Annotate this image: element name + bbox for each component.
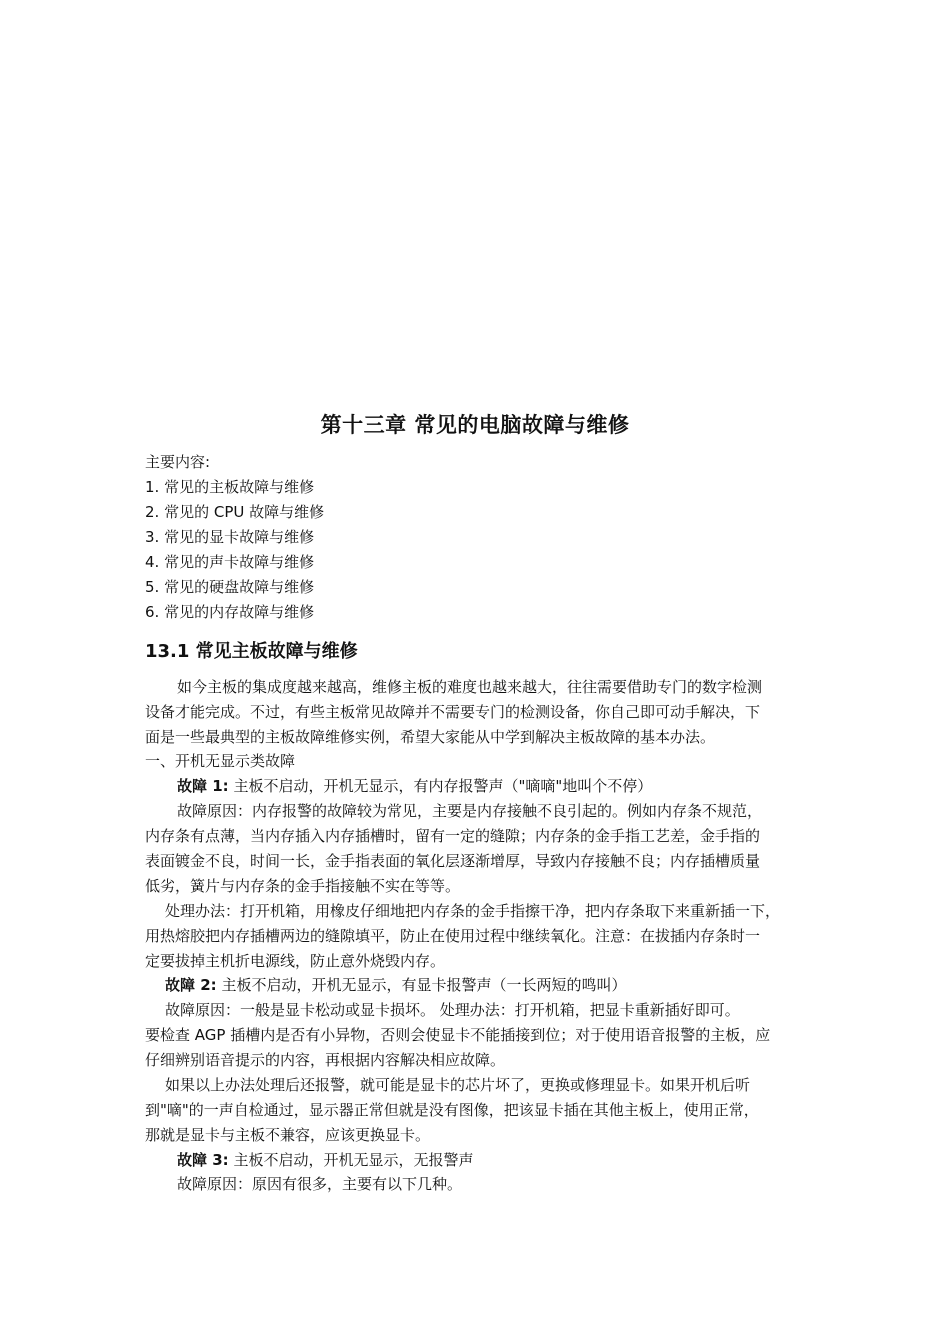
- fault-3-line: [177, 1150, 473, 1170]
- toc-item: 1. 常见的主板故障与维修: [145, 478, 315, 496]
- paragraph-line: 故障原因：一般是显卡松动或显卡损坏。 处理办法：打开机箱，把显卡重新插好即可。: [165, 1001, 740, 1019]
- fault-2-line: [165, 975, 626, 995]
- paragraph-line: 面是一些最典型的主板故障维修实例，希望大家能从中学到解决主板故障的基本办法。: [145, 728, 716, 746]
- toc-item: 4. 常见的声卡故障与维修: [145, 553, 315, 571]
- section-heading: 13.1 常见主板故障与维修: [145, 641, 358, 662]
- toc-item: 2. 常见的 CPU 故障与维修: [145, 503, 325, 521]
- paragraph-line: 到"嘀"的一声自检通过，显示器正常但就是没有图像，把该显卡插在其他主板上，使用正常，: [145, 1101, 759, 1119]
- paragraph-line: 如今主板的集成度越来越高，维修主板的难度也越来越大，往往需要借助专门的数字检测: [177, 678, 763, 696]
- paragraph-line: 故障原因：内存报警的故障较为常见，主要是内存接触不良引起的。例如内存条不规范，: [177, 802, 763, 820]
- paragraph-line: 那就是显卡与主板不兼容，应该更换显卡。: [145, 1126, 431, 1144]
- paragraph-line: 故障原因：原因有很多，主要有以下几种。: [177, 1175, 463, 1193]
- fault-3-label: 故障 3:: [177, 1151, 229, 1169]
- fault-1-line: [177, 776, 652, 796]
- paragraph-line: 处理办法：打开机箱，用橡皮仔细地把内存条的金手指擦干净，把内存条取下来重新插一下，: [165, 902, 781, 920]
- fault-3-text: 主板不启动，开机无显示，无报警声: [228, 1151, 474, 1169]
- paragraph-line: 设备才能完成。不过，有些主板常见故障并不需要专门的检测设备，你自己即可动手解决，下: [145, 703, 761, 721]
- fault-1-text: 主板不启动，开机无显示，有内存报警声（"嘀嘀"地叫个不停）: [228, 777, 653, 795]
- fault-2-text: 主板不启动，开机无显示，有显卡报警声（一长两短的鸣叫）: [216, 976, 627, 994]
- paragraph-line: 要检查 AGP 插槽内是否有小异物，否则会使显卡不能插接到位；对于使用语音报警的主板，应: [145, 1026, 771, 1044]
- toc-item: 6. 常见的内存故障与维修: [145, 603, 315, 621]
- paragraph-line: 低劣，簧片与内存条的金手指接触不实在等等。: [145, 877, 461, 895]
- category-heading: 一、开机无显示类故障: [145, 752, 296, 770]
- intro-label: 主要内容:: [145, 453, 211, 471]
- toc-item: 5. 常见的硬盘故障与维修: [145, 578, 315, 596]
- paragraph-line: 用热熔胶把内存插槽两边的缝隙填平，防止在使用过程中继续氧化。注意：在拔插内存条时一: [145, 927, 761, 945]
- paragraph-line: 如果以上办法处理后还报警，就可能是显卡的芯片坏了，更换或修理显卡。如果开机后听: [165, 1076, 751, 1094]
- toc-item: 3. 常见的显卡故障与维修: [145, 528, 315, 546]
- chapter-title: 第十三章 常见的电脑故障与维修: [320, 413, 630, 437]
- paragraph-line: 表面镀金不良，时间一长，金手指表面的氧化层逐渐增厚，导致内存接触不良；内存插槽质量: [145, 852, 761, 870]
- paragraph-line: 内存条有点薄，当内存插入内存插槽时，留有一定的缝隙；内存条的金手指工艺差，金手指的: [145, 827, 761, 845]
- paragraph-line: 定要拔掉主机折电源线，防止意外烧毁内存。: [145, 952, 446, 970]
- fault-2-label: 故障 2:: [165, 976, 217, 994]
- fault-1-label: 故障 1:: [177, 777, 229, 795]
- paragraph-line: 仔细辨别语音提示的内容，再根据内容解决相应故障。: [145, 1051, 506, 1069]
